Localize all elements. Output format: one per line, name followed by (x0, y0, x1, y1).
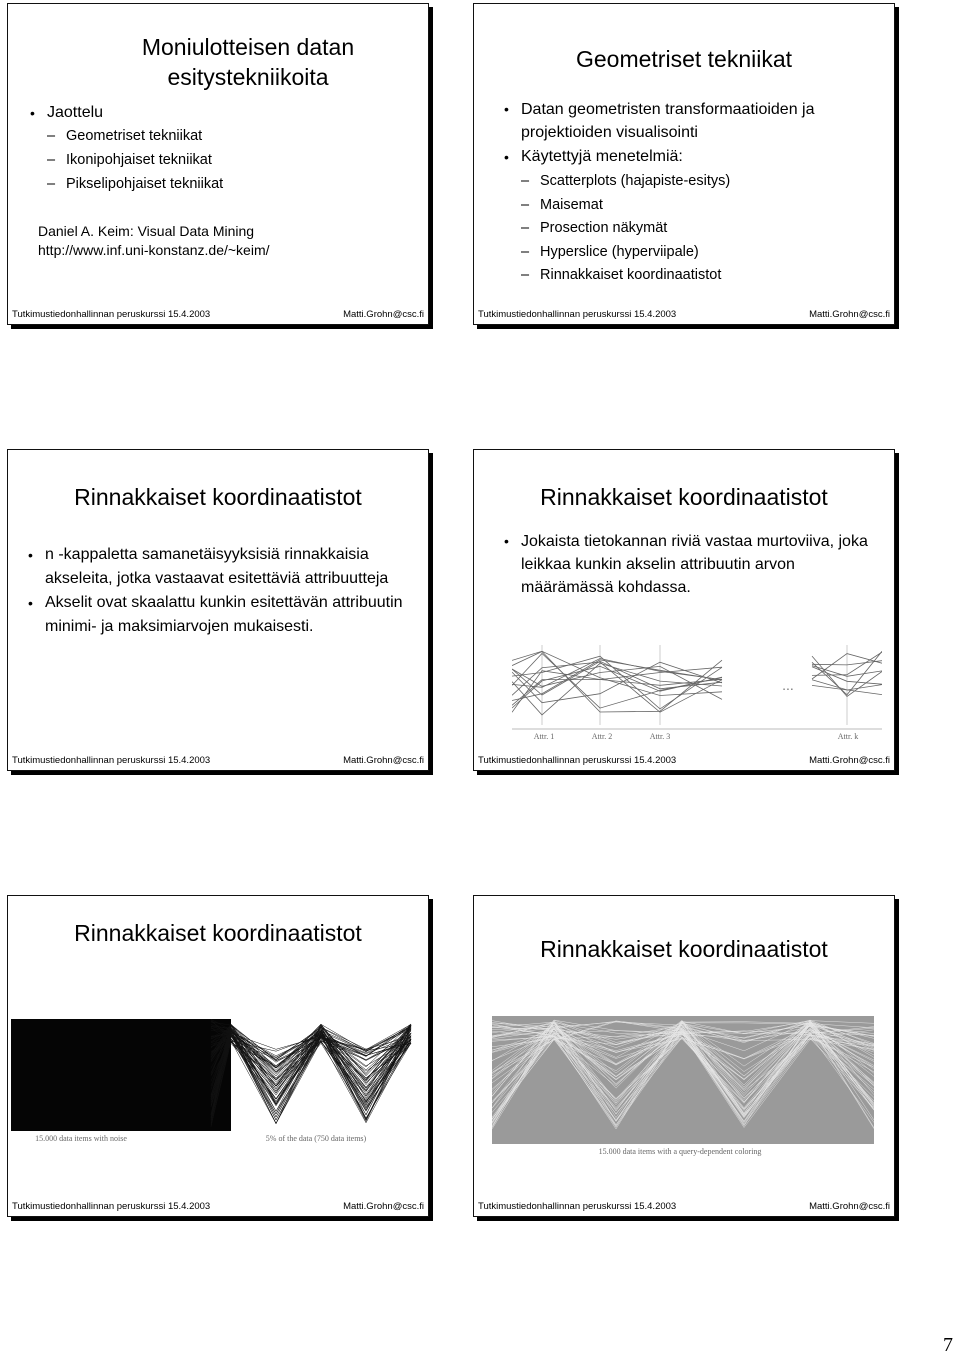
bullet-item: • Käytettyjä menetelmiä: (502, 144, 882, 170)
footer-email: Matti.Grohn@csc.fi (343, 755, 424, 766)
sub-item: – Maisemat (502, 194, 882, 218)
dense-region (11, 1019, 231, 1131)
reference (38, 222, 270, 260)
page-number: 7 (943, 1334, 953, 1356)
footer-email: Matti.Grohn@csc.fi (809, 309, 890, 320)
image-caption: 15.000 data items with a query-dependent coloring (598, 1147, 762, 1156)
bullet-list (28, 102, 418, 196)
footer-course: Tutkimustiedonhallinnan peruskurssi 15.4.2003 (12, 309, 211, 320)
bullet-item: • Jaottelu (28, 102, 418, 124)
polylines (512, 651, 722, 715)
slide-2 (473, 3, 895, 325)
reference-text: Daniel A. Keim: Visual Data Mining (38, 223, 255, 239)
axis-label: Attr. 3 (649, 732, 671, 741)
slide-title: Geometriset tekniikat (575, 46, 793, 72)
footer-course: Tutkimustiedonhallinnan peruskurssi 15.4.2003 (12, 1201, 211, 1212)
sub-item: – Geometriset tekniikat (28, 124, 418, 148)
parallel-coordinates-image (11, 1019, 425, 1144)
bullet-item: • Akselit ovat skaalattu kunkin esitettävän attribuutin minimi- ja maksimiarvojen mukaisesti. (26, 591, 416, 639)
axis-label: Attr. 1 (533, 732, 555, 741)
slide-6 (473, 895, 895, 1217)
footer-course: Tutkimustiedonhallinnan peruskurssi 15.4.2003 (478, 755, 677, 766)
footer-course: Tutkimustiedonhallinnan peruskurssi 15.4.2003 (478, 1201, 677, 1212)
footer-course: Tutkimustiedonhallinnan peruskurssi 15.4.2003 (12, 755, 211, 766)
sub-item: – Ikonipohjaiset tekniikat (28, 148, 418, 172)
footer-course: Tutkimustiedonhallinnan peruskurssi 15.4.2003 (478, 309, 677, 320)
image-caption: 15.000 data items with noise (35, 1134, 127, 1143)
slide-5 (7, 895, 429, 1217)
parallel-coordinates-image (492, 1016, 874, 1158)
sub-item: – Hyperslice (hyperviipale) (502, 241, 882, 265)
axis-label: Attr. 2 (591, 732, 613, 741)
polyline (512, 661, 722, 695)
sub-item: – Prosection näkymät (502, 217, 882, 241)
bullet-item: • Datan geometristen transformaatioiden ja projektioiden visualisointi (502, 98, 882, 144)
sub-item: – Rinnakkaiset koordinaatistot (502, 264, 882, 288)
bullet-item: • n -kappaletta samanetäisyyksisiä rinnakkaisia akseleita, jotka vastaavat esitettäviä attribuutteja (26, 543, 416, 591)
footer-email: Matti.Grohn@csc.fi (343, 309, 424, 320)
sub-item: – Pikselipohjaiset tekniikat (28, 172, 418, 196)
slide-title: Rinnakkaiset koordinaatistot (540, 484, 828, 510)
slide-3 (7, 449, 429, 771)
slide-4 (473, 449, 895, 771)
parallel-coordinates-diagram (512, 633, 882, 743)
ellipsis: ... (782, 677, 794, 693)
slide-title: Rinnakkaiset koordinaatistot (540, 936, 828, 962)
slide-title: Rinnakkaiset koordinaatistot (74, 920, 362, 946)
polylines-sample (211, 1019, 411, 1126)
title-line-2: esitystekniikoita (167, 64, 329, 90)
footer-email: Matti.Grohn@csc.fi (343, 1201, 424, 1212)
slide-1 (7, 3, 429, 325)
image-caption: 5% of the data (750 data items) (265, 1134, 367, 1143)
bullet-list (502, 530, 882, 599)
bullet-list (26, 543, 416, 639)
slide-title: Rinnakkaiset koordinaatistot (74, 484, 362, 510)
axis-label: Attr. k (837, 732, 859, 741)
bullet-item: • Jokaista tietokannan riviä vastaa murtoviiva, joka leikkaa kunkin akselin attribuutin arvon määrämässä kohdassa. (502, 530, 882, 599)
footer-email: Matti.Grohn@csc.fi (809, 755, 890, 766)
sub-item: – Scatterplots (hajapiste-esitys) (502, 170, 882, 194)
footer-email: Matti.Grohn@csc.fi (809, 1201, 890, 1212)
bullet-list (502, 98, 882, 288)
polyline (512, 671, 722, 713)
slide-title (68, 32, 428, 92)
reference-link[interactable]: http://www.inf.uni-konstanz.de/~keim/ (38, 242, 270, 258)
title-line-1: Moniulotteisen datan (141, 34, 355, 60)
